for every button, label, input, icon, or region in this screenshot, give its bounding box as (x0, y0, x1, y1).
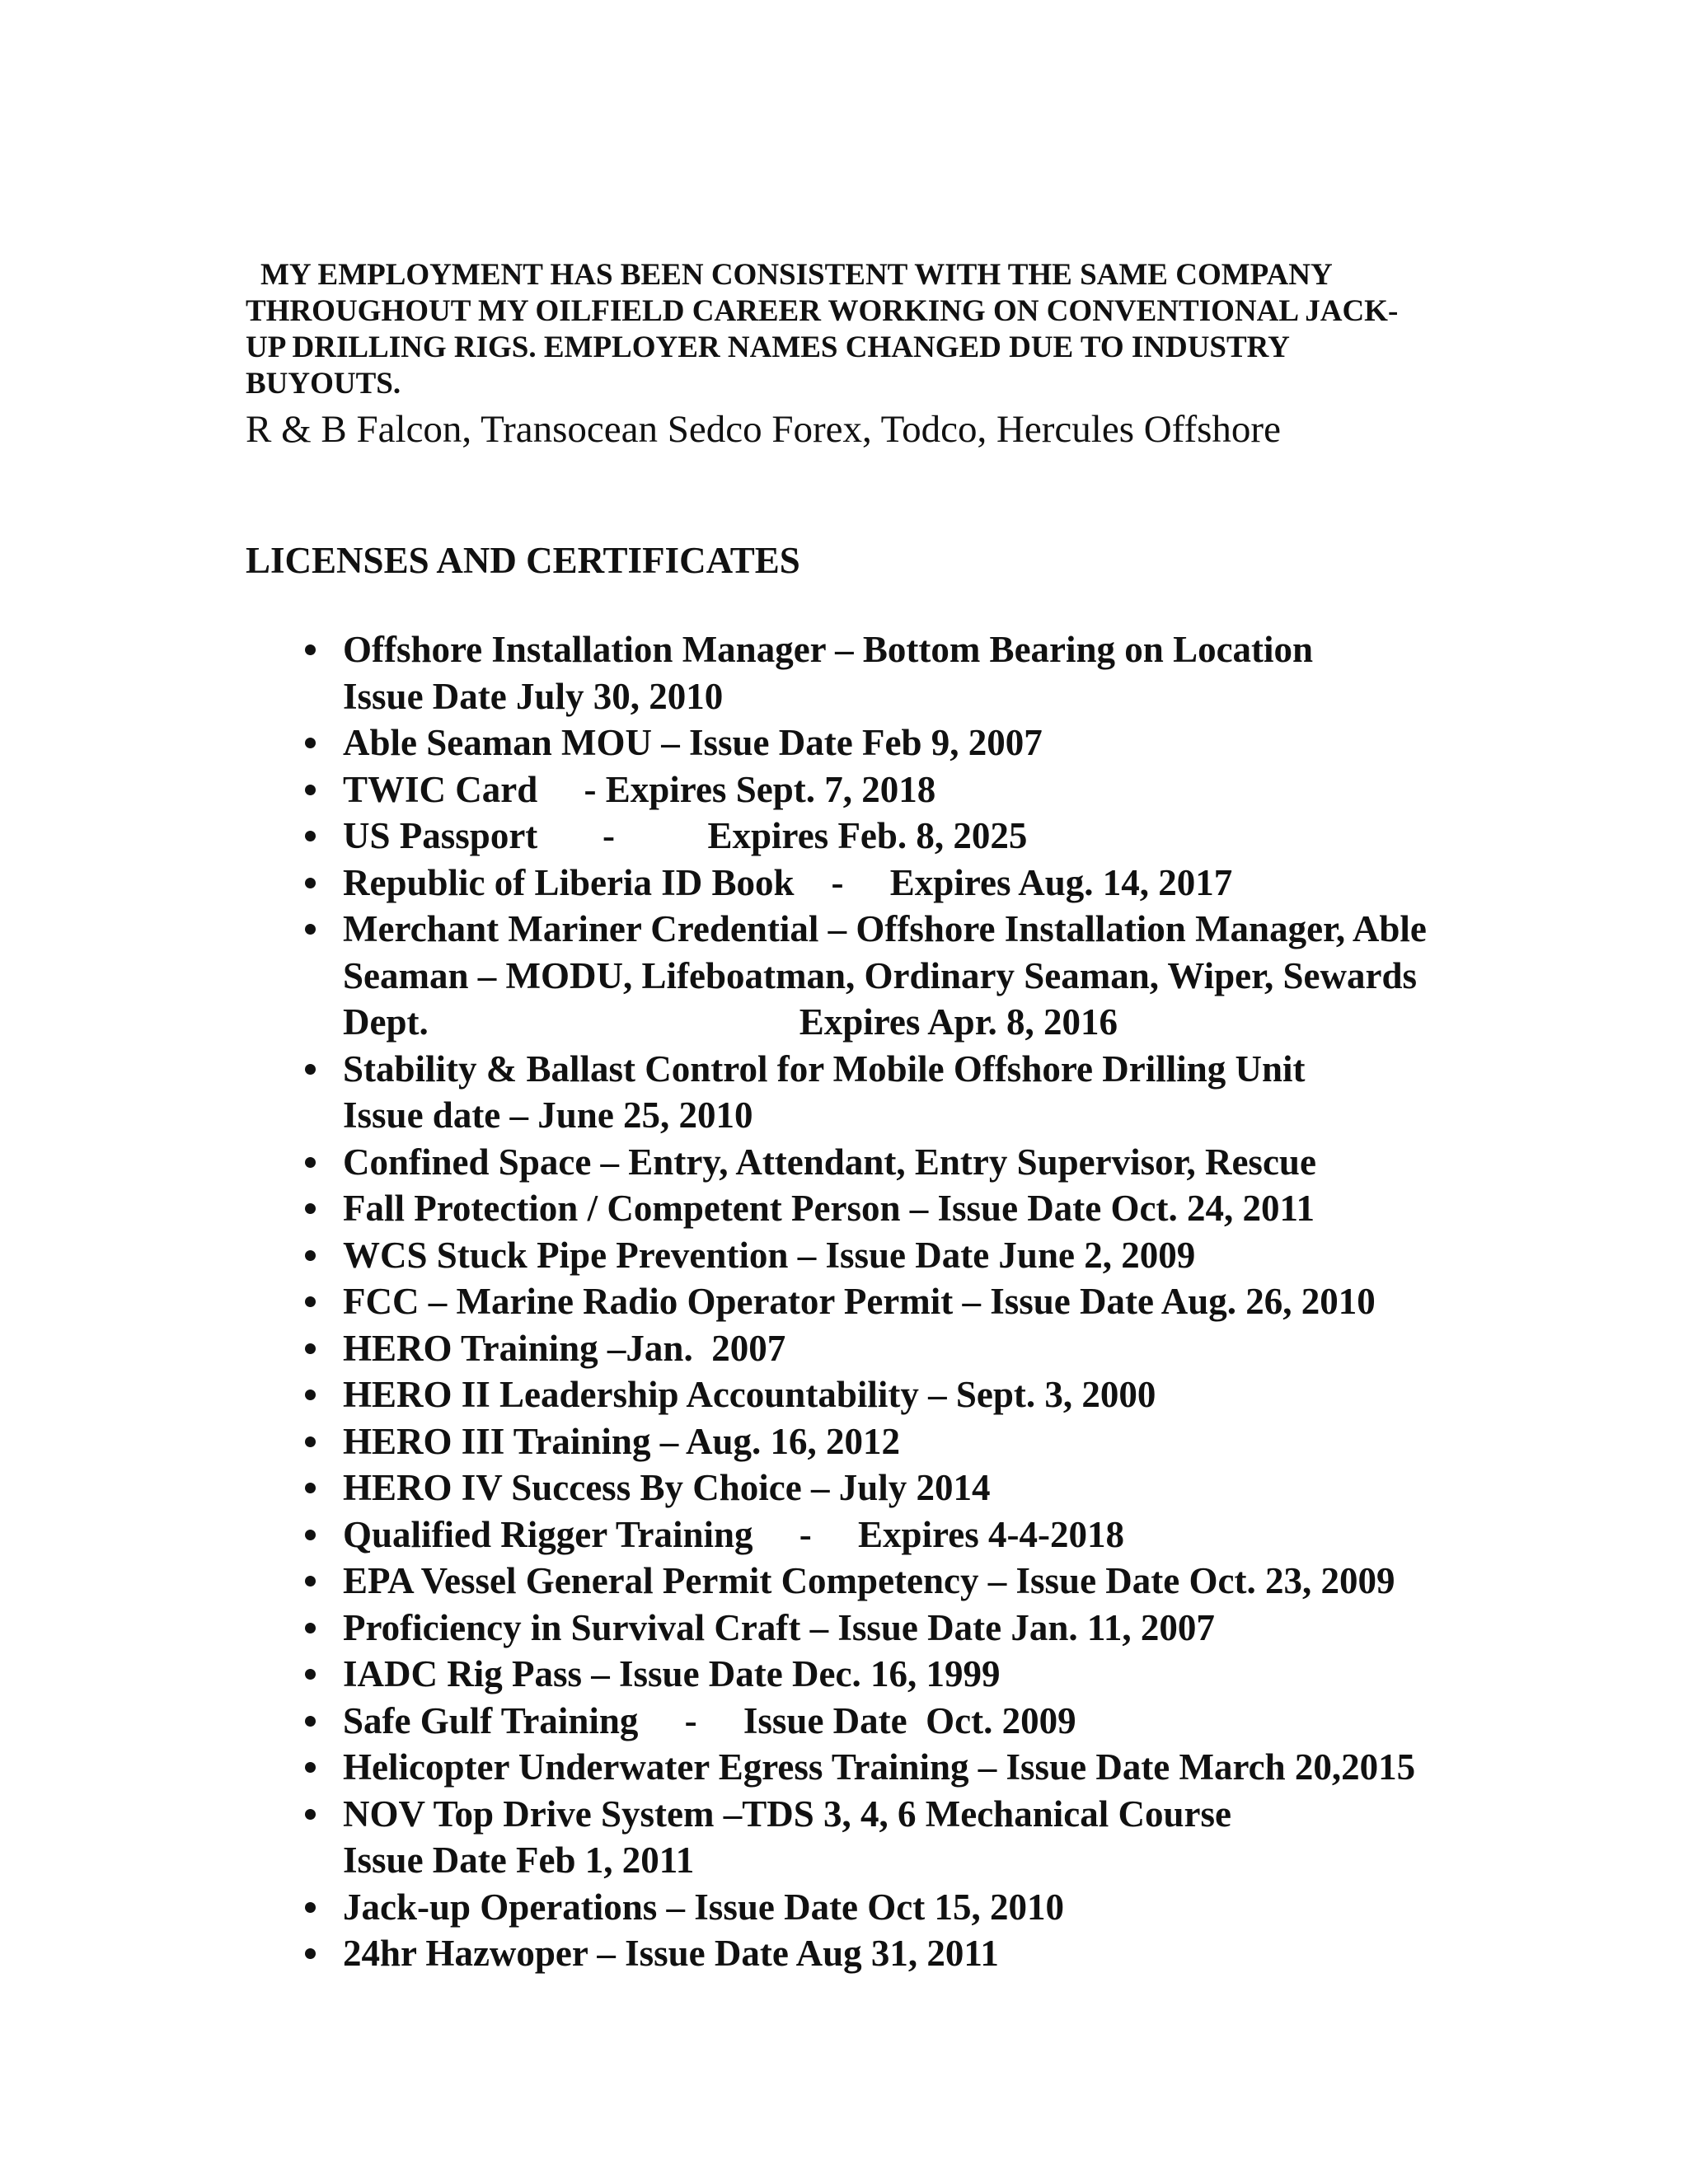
certificate-text-line: Merchant Mariner Credential – Offshore Installation Manager, Able (343, 908, 1427, 949)
bullet-icon (305, 1762, 316, 1773)
certificate-text-line: IADC Rig Pass – Issue Date Dec. 16, 1999 (343, 1653, 1001, 1694)
bullet-icon (305, 644, 316, 655)
certificate-text-line: Confined Space – Entry, Attendant, Entry Supervisor, Rescue (343, 1141, 1316, 1183)
certificate-text-line: Fall Protection / Competent Person – Issue Date Oct. 24, 2011 (343, 1188, 1315, 1229)
certificate-item (0, 1791, 1688, 1884)
certificate-text-line: Offshore Installation Manager – Bottom Bearing on Location (343, 629, 1314, 670)
certificate-text-line: Safe Gulf Training - Issue Date Oct. 2009 (343, 1699, 1076, 1741)
section-heading-licenses: LICENSES AND CERTIFICATES (246, 540, 800, 581)
bullet-icon (305, 924, 316, 935)
bullet-icon (305, 738, 316, 748)
certificate-text-line: Issue date – June 25, 2010 (343, 1094, 753, 1136)
bullet-icon (305, 878, 316, 888)
bullet-icon (305, 1064, 316, 1075)
certificate-item (0, 1744, 1688, 1791)
certificate-text-line: HERO IV Success By Choice – July 2014 (343, 1467, 991, 1508)
certificate-item (0, 860, 1688, 907)
certificate-item (0, 1698, 1688, 1745)
bullet-icon (305, 1436, 316, 1447)
certificate-text-line: Helicopter Underwater Egress Training – Issue Date March 20,2015 (343, 1746, 1416, 1788)
bullet-icon (305, 1296, 316, 1307)
bullet-icon (305, 1669, 316, 1680)
certificate-text-line: Seaman – MODU, Lifeboatman, Ordinary Seaman, Wiper, Sewards (343, 954, 1417, 996)
certificate-text-line: Jack-up Operations – Issue Date Oct 15, 2010 (343, 1886, 1064, 1928)
employment-statement-line: MY EMPLOYMENT HAS BEEN CONSISTENT WITH THE SAME COMPANY (260, 258, 1333, 292)
employment-statement-line: UP DRILLING RIGS. EMPLOYER NAMES CHANGED DUE TO INDUSTRY (246, 330, 1290, 364)
certificate-item (0, 1651, 1688, 1698)
certificate-item (0, 1185, 1688, 1232)
employment-statement-line: THROUGHOUT MY OILFIELD CAREER WORKING ON CONVENTIONAL JACK- (246, 294, 1399, 328)
bullet-icon (305, 1203, 316, 1214)
certificate-item (0, 766, 1688, 813)
certificate-text-line: US Passport - Expires Feb. 8, 2025 (343, 815, 1028, 856)
certificate-item (0, 1278, 1688, 1325)
bullet-icon (305, 1530, 316, 1540)
bullet-icon (305, 1343, 316, 1354)
certificate-text-line: HERO III Training – Aug. 16, 2012 (343, 1420, 900, 1462)
certificate-item (0, 813, 1688, 860)
certificate-text-line: EPA Vessel General Permit Competency – Issue Date Oct. 23, 2009 (343, 1560, 1395, 1601)
certificate-text-line: WCS Stuck Pipe Prevention – Issue Date June 2, 2009 (343, 1234, 1196, 1276)
certificate-item (0, 1884, 1688, 1931)
certificate-item (0, 1511, 1688, 1558)
bullet-icon (305, 1948, 316, 1959)
employment-statement-line: BUYOUTS. (246, 367, 401, 401)
certificate-item (0, 906, 1688, 1046)
bullet-icon (305, 1390, 316, 1400)
bullet-icon (305, 1716, 316, 1727)
certificate-item (0, 1232, 1688, 1279)
bullet-icon (305, 785, 316, 795)
bullet-icon (305, 1809, 316, 1820)
certificate-item (0, 1139, 1688, 1186)
certificate-item (0, 1325, 1688, 1372)
bullet-icon (305, 1157, 316, 1168)
certificate-item (0, 1046, 1688, 1139)
certificate-item (0, 1418, 1688, 1465)
bullet-icon (305, 1623, 316, 1633)
certificate-text-line: Qualified Rigger Training - Expires 4-4-2018 (343, 1513, 1124, 1555)
certificate-text-line: HERO II Leadership Accountability – Sept. 3, 2000 (343, 1374, 1156, 1415)
certificate-text-line: NOV Top Drive System –TDS 3, 4, 6 Mechanical Course (343, 1793, 1231, 1835)
certificate-text-line: FCC – Marine Radio Operator Permit – Issue Date Aug. 26, 2010 (343, 1281, 1376, 1322)
employment-statement (246, 257, 1498, 402)
bullet-icon (305, 1483, 316, 1493)
bullet-icon (305, 831, 316, 841)
certificate-text-line: 24hr Hazwoper – Issue Date Aug 31, 2011 (343, 1933, 999, 1974)
certificate-text-line: Issue Date Feb 1, 2011 (343, 1840, 695, 1881)
certificate-text-line: TWIC Card - Expires Sept. 7, 2018 (343, 768, 936, 810)
certificate-text-line: HERO Training –Jan. 2007 (343, 1327, 786, 1369)
certificate-item (0, 1605, 1688, 1652)
certificate-item (0, 719, 1688, 766)
certificate-item (0, 1558, 1688, 1605)
employer-names: R & B Falcon, Transocean Sedco Forex, Todco, Hercules Offshore (246, 408, 1281, 451)
certificate-text-line: Stability & Ballast Control for Mobile Offshore Drilling Unit (343, 1047, 1306, 1090)
bullet-icon (305, 1902, 316, 1913)
certificate-text-line: Issue Date July 30, 2010 (343, 675, 724, 717)
certificate-text-line: Proficiency in Survival Craft – Issue Date Jan. 11, 2007 (343, 1606, 1215, 1648)
certificate-item (0, 626, 1688, 719)
certificate-list (0, 626, 1688, 1977)
certificate-text-line: Republic of Liberia ID Book - Expires Aug. 14, 2017 (343, 861, 1233, 903)
certificate-text-line: Dept. Expires Apr. 8, 2016 (343, 1001, 1118, 1043)
certificate-item (0, 1930, 1688, 1977)
bullet-icon (305, 1576, 316, 1586)
certificate-text-line: Able Seaman MOU – Issue Date Feb 9, 2007 (343, 722, 1043, 763)
certificate-item (0, 1371, 1688, 1418)
certificate-item (0, 1465, 1688, 1511)
bullet-icon (305, 1250, 316, 1261)
